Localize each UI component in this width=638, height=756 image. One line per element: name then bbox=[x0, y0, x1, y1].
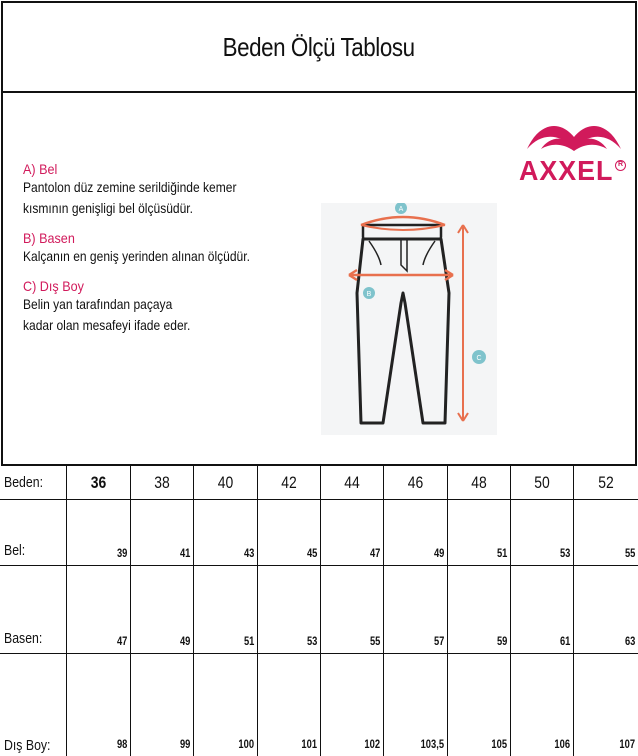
value-cell bbox=[573, 654, 638, 756]
value: 47 bbox=[369, 546, 380, 560]
value-cell bbox=[573, 500, 638, 565]
value: 63 bbox=[624, 634, 635, 648]
value: 41 bbox=[179, 546, 190, 560]
value-cell bbox=[66, 566, 130, 653]
pants-diagram bbox=[321, 203, 497, 435]
size-label: 50 bbox=[534, 473, 550, 492]
table-row-dis-boy bbox=[0, 654, 638, 756]
definition-text: kısmının genişligi bel ölçüsüdür. bbox=[23, 200, 193, 216]
marker-b-label: B bbox=[366, 291, 372, 298]
header-label-cell bbox=[0, 466, 66, 499]
value: 51 bbox=[243, 634, 254, 648]
value: 101 bbox=[301, 737, 317, 751]
size-label: 38 bbox=[154, 473, 170, 492]
header-size-cell bbox=[193, 466, 257, 499]
table-row-basen bbox=[0, 566, 638, 654]
header-size-cell bbox=[447, 466, 510, 499]
value-cell bbox=[320, 500, 383, 565]
size-label: 52 bbox=[598, 473, 614, 492]
value-cell bbox=[447, 500, 510, 565]
marker-c-label: C bbox=[476, 355, 482, 362]
value-cell bbox=[510, 566, 573, 653]
size-label: 40 bbox=[217, 473, 234, 492]
definition-heading: C) Dış Boy bbox=[23, 278, 84, 294]
header-size-cell bbox=[573, 466, 638, 499]
value-cell bbox=[66, 654, 130, 756]
value: 57 bbox=[433, 634, 444, 648]
value-cell bbox=[573, 566, 638, 653]
value-cell bbox=[193, 566, 257, 653]
value: 105 bbox=[491, 737, 507, 751]
definitions bbox=[23, 161, 323, 347]
title-box bbox=[1, 1, 637, 93]
registered-mark: R bbox=[615, 160, 626, 171]
value: 47 bbox=[116, 634, 127, 648]
definition-heading: B) Basen bbox=[23, 230, 75, 246]
size-label: 48 bbox=[471, 473, 487, 492]
value: 61 bbox=[559, 634, 570, 648]
value-cell bbox=[257, 654, 320, 756]
value: 103,5 bbox=[420, 737, 444, 751]
value: 99 bbox=[179, 737, 190, 751]
table-row-bel bbox=[0, 500, 638, 566]
size-label: 44 bbox=[344, 473, 360, 492]
definition-text: kadar olan mesafeyi ifade eder. bbox=[23, 317, 191, 333]
value: 49 bbox=[433, 546, 444, 560]
marker-a-label: A bbox=[398, 206, 404, 213]
value-cell bbox=[447, 654, 510, 756]
value-cell bbox=[320, 566, 383, 653]
row-label-cell bbox=[0, 566, 66, 653]
table-header-row bbox=[0, 466, 638, 500]
definition-text: Kalçanın en geniş yerinden alınan ölçüdür. bbox=[23, 248, 250, 264]
definition-text: Pantolon düz zemine serildiğinde kemer bbox=[23, 179, 237, 195]
value: 53 bbox=[306, 634, 317, 648]
brand-name: AXXEL bbox=[519, 155, 614, 186]
value: 45 bbox=[306, 546, 317, 560]
value-cell bbox=[447, 566, 510, 653]
value: 51 bbox=[496, 546, 507, 560]
brand-logo bbox=[519, 115, 629, 187]
header-size-cell bbox=[130, 466, 193, 499]
value: 55 bbox=[624, 546, 635, 560]
wings-icon bbox=[519, 115, 629, 155]
definition-text: Belin yan tarafından paçaya bbox=[23, 296, 173, 312]
value: 98 bbox=[116, 737, 127, 751]
header-size-cell bbox=[383, 466, 447, 499]
value: 59 bbox=[496, 634, 507, 648]
value: 100 bbox=[238, 737, 254, 751]
page-title: Beden Ölçü Tablosu bbox=[223, 31, 415, 62]
row-label: Bel: bbox=[4, 542, 26, 559]
header-size-cell bbox=[320, 466, 383, 499]
value: 107 bbox=[619, 737, 635, 751]
definition-heading: A) Bel bbox=[23, 161, 58, 177]
value-cell bbox=[383, 654, 447, 756]
value-cell bbox=[383, 500, 447, 565]
value: 39 bbox=[116, 546, 127, 560]
value-cell bbox=[130, 500, 193, 565]
value-cell bbox=[510, 500, 573, 565]
row-label-cell bbox=[0, 500, 66, 565]
value-cell bbox=[66, 500, 130, 565]
value-cell bbox=[383, 566, 447, 653]
value-cell bbox=[193, 654, 257, 756]
value-cell bbox=[130, 654, 193, 756]
info-panel bbox=[1, 93, 637, 466]
header-size-cell bbox=[510, 466, 573, 499]
size-label: 36 bbox=[90, 473, 107, 492]
row-label: Basen: bbox=[4, 630, 43, 647]
value-cell bbox=[130, 566, 193, 653]
size-label: 42 bbox=[281, 473, 297, 492]
value: 102 bbox=[364, 737, 380, 751]
value: 53 bbox=[559, 546, 570, 560]
size-label: 46 bbox=[407, 473, 424, 492]
header-label: Beden: bbox=[4, 474, 43, 491]
value-cell bbox=[193, 500, 257, 565]
definition-bel bbox=[23, 161, 323, 219]
row-label-cell bbox=[0, 654, 66, 756]
definition-dis-boy bbox=[23, 278, 323, 336]
row-label: Dış Boy: bbox=[4, 737, 51, 754]
value-cell bbox=[510, 654, 573, 756]
value: 55 bbox=[369, 634, 380, 648]
value: 43 bbox=[243, 546, 254, 560]
header-size-cell bbox=[66, 466, 130, 499]
header-size-cell bbox=[257, 466, 320, 499]
value-cell bbox=[257, 500, 320, 565]
value: 106 bbox=[554, 737, 570, 751]
definition-basen bbox=[23, 230, 323, 267]
value: 49 bbox=[179, 634, 190, 648]
value-cell bbox=[257, 566, 320, 653]
value-cell bbox=[320, 654, 383, 756]
